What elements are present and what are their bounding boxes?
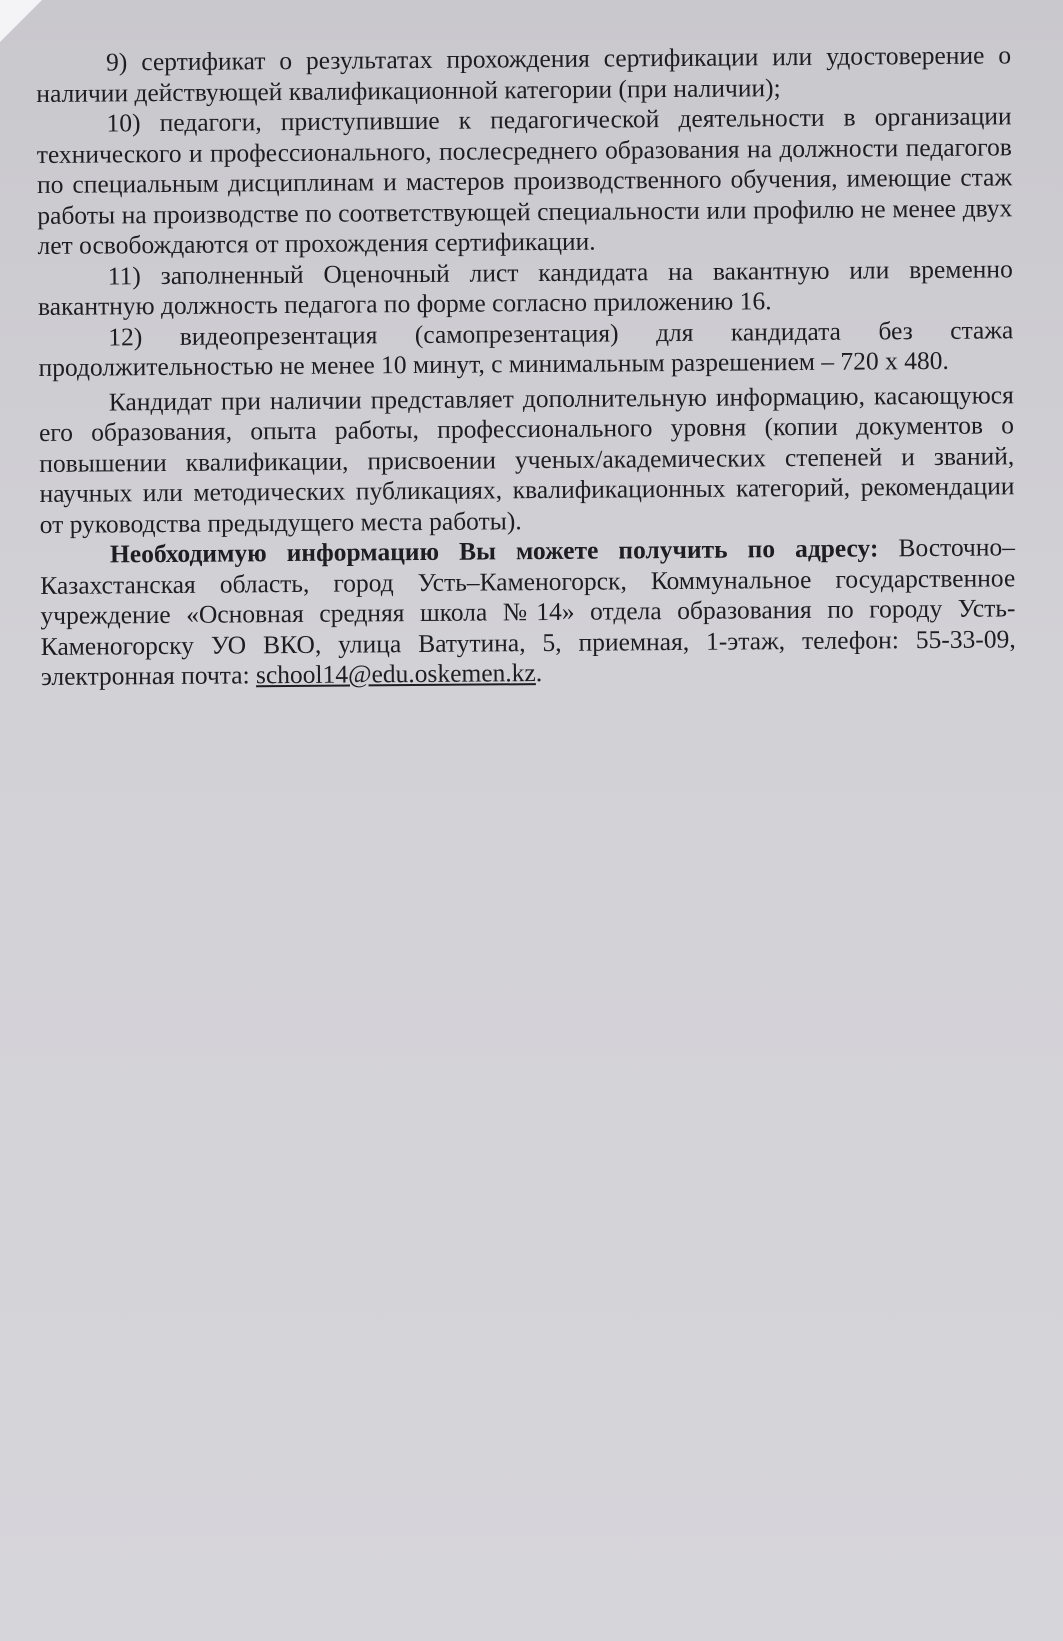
list-item-number: 9) bbox=[105, 47, 128, 77]
list-item-10 bbox=[36, 101, 1012, 261]
list-item-12 bbox=[38, 315, 1013, 384]
address-text: Восточно–Казахстанская область, город Усть–Каменогорск, Коммунальное государственное учреждение «Основная средняя школа №14» отдела образования по городу Усть-Каменогорску УО ВКО, улица Ватутина, 5, приемная, 1-этаж, телефон: 55-33-09, электронная почта: bbox=[40, 532, 1016, 691]
info-heading: Необходимую информацию Вы можете получить по адресу: bbox=[109, 533, 879, 569]
list-item-text: педагоги, приступившие к педагогической деятельности в организации технического и профессионального, послесреднего образования на должности педагогов по специальным дисциплинам и мастеров производственного обучения, имеющие стаж работы на производстве по соответствующей специальности или профилю не менее двух лет освобождаются от прохождения сертификации. bbox=[36, 101, 1013, 260]
list-item-number: 10) bbox=[106, 108, 141, 138]
list-item-text: сертификат о результатах прохождения сертификации или удостоверение о наличии действующей квалификационной категории (при наличии); bbox=[36, 40, 1012, 108]
email-trailing-punctuation: . bbox=[535, 658, 543, 688]
list-item-11 bbox=[38, 254, 1013, 323]
list-item-number: 11) bbox=[107, 260, 141, 290]
list-item-9 bbox=[36, 40, 1011, 109]
list-item-number: 12) bbox=[108, 321, 143, 351]
contact-paragraph bbox=[40, 532, 1016, 692]
list-item-text: видеопрезентация (самопрезентация) для кандидата без стажа продолжительностью не менее 10 минут, с минимальным разрешением – 720 х 480. bbox=[38, 314, 1014, 382]
candidate-paragraph: Кандидат при наличии представляет дополнительную информацию, касающуюся его образования, опыта работы, профессионального уровня (копии документов о повышении квалификации, присвоении ученых/академических степеней и званий, научных или методических публикациях, квалификационных категорий, рекомендации от руководства предыдущего места работы). bbox=[38, 379, 1015, 539]
page-corner-shadow bbox=[0, 0, 42, 42]
document-text bbox=[36, 40, 1016, 692]
email-link[interactable]: school14@edu.oskemen.kz bbox=[255, 658, 536, 690]
list-item-text: заполненный Оценочный лист кандидата на вакантную или временно вакантную должность педагога по форме согласно приложению 16. bbox=[37, 253, 1013, 321]
